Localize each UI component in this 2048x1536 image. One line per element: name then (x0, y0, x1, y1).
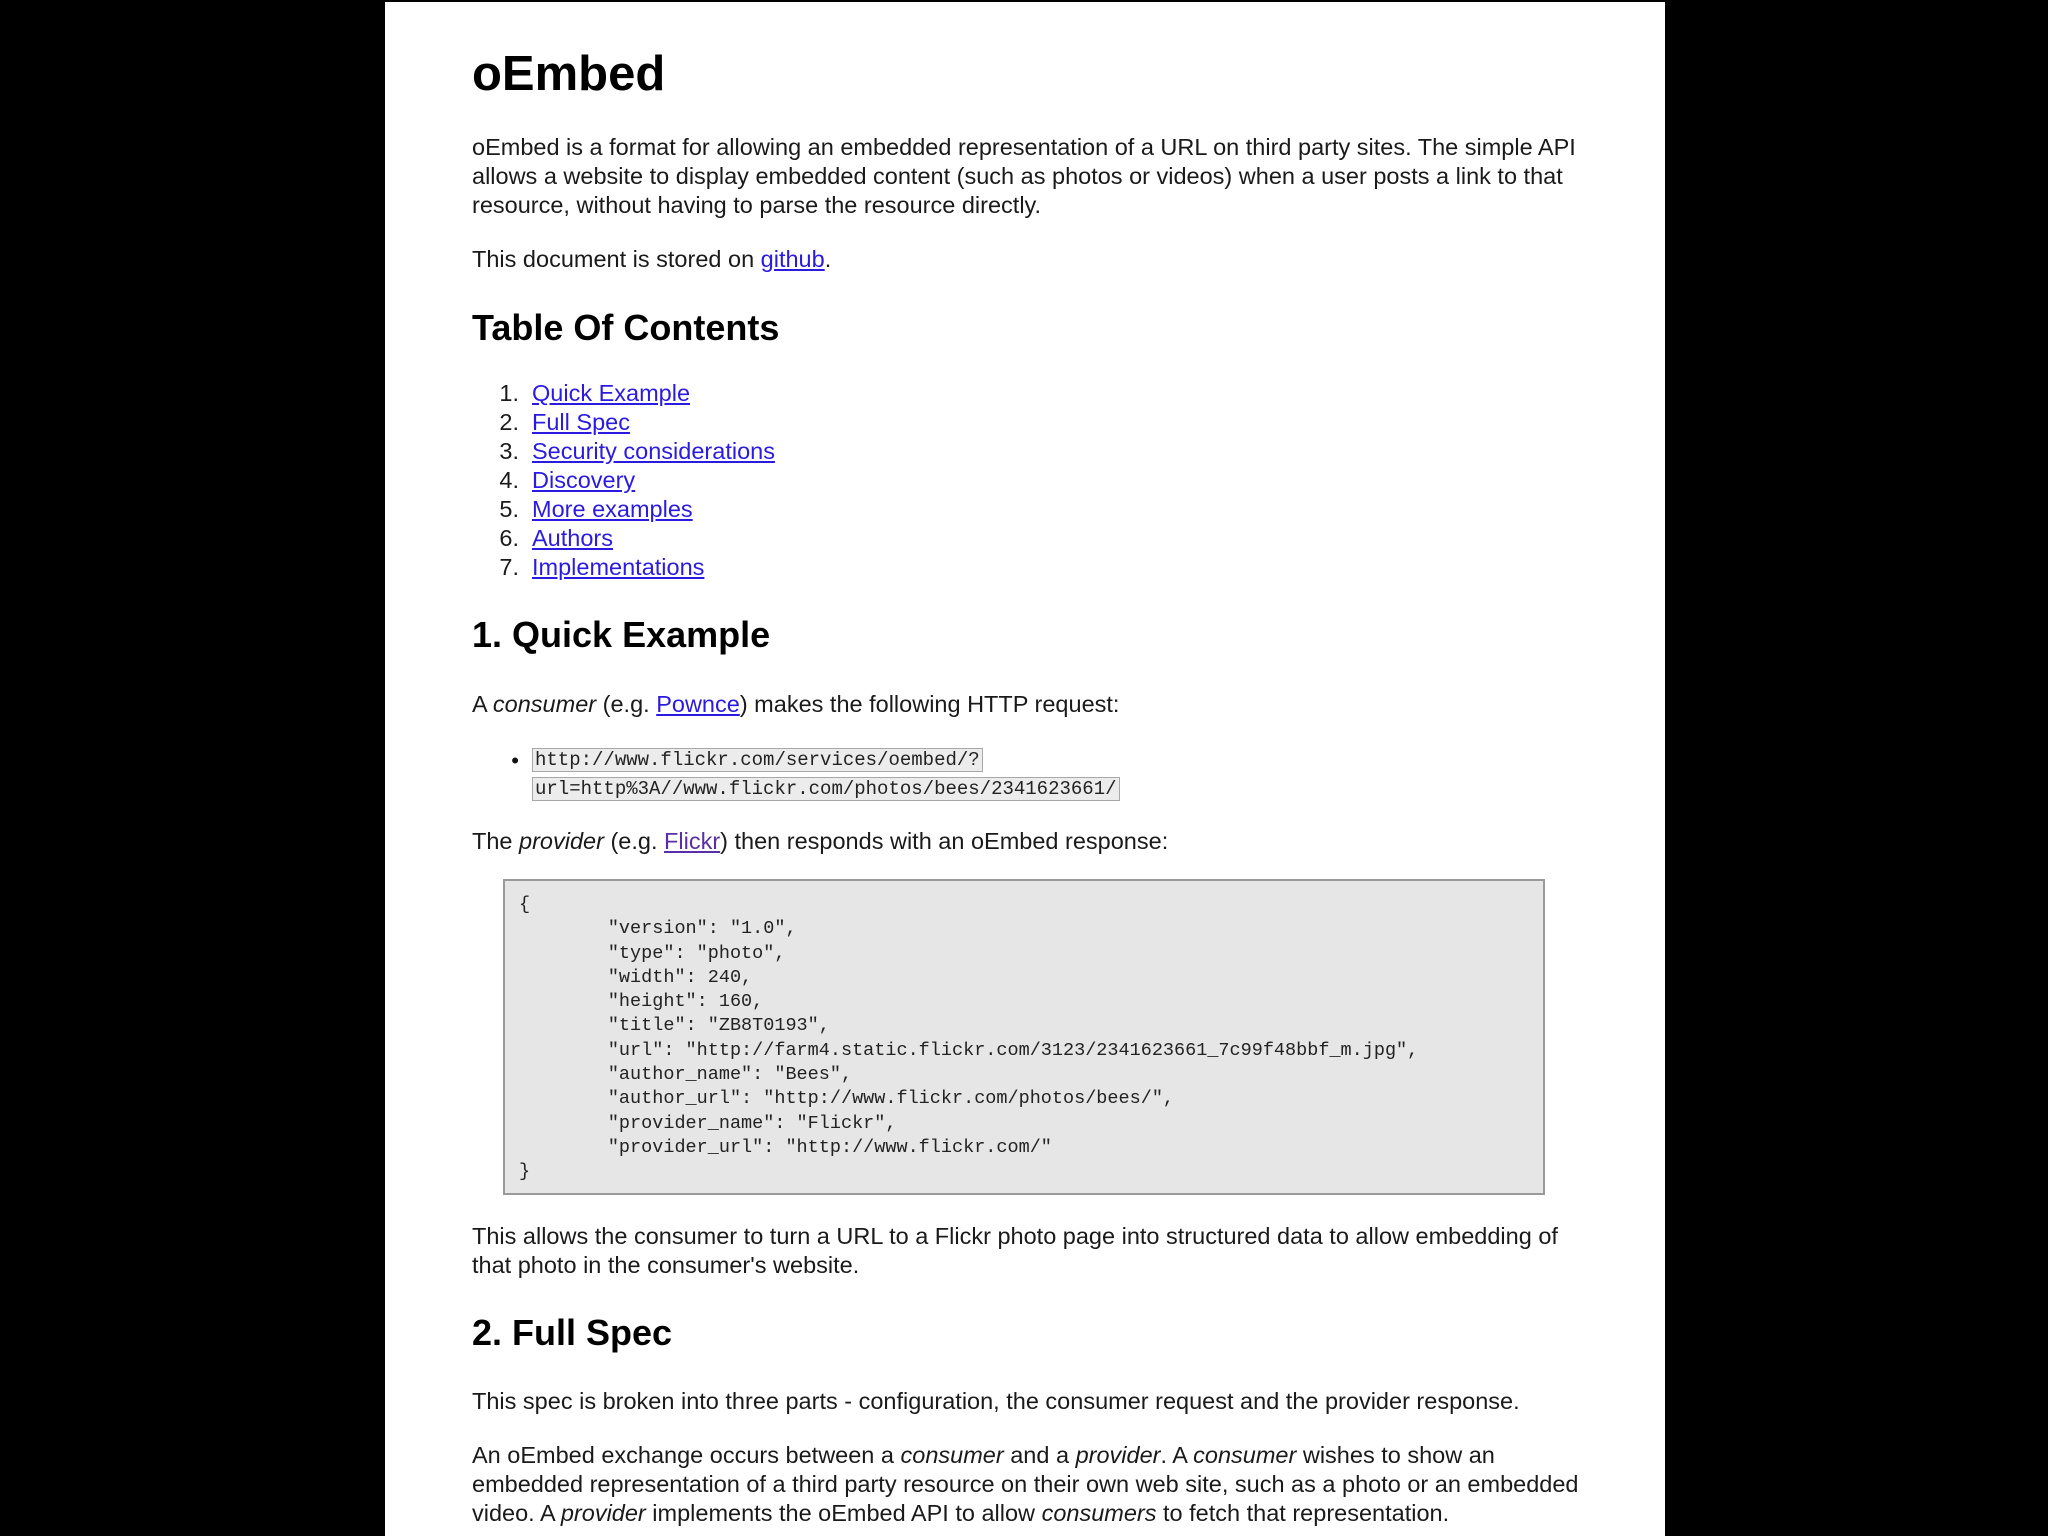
consumer-term: consumer (492, 691, 597, 717)
toc-item (472, 495, 775, 524)
toc-link-discovery[interactable]: Discovery (532, 467, 636, 493)
toc-link-quick-example[interactable]: Quick Example (532, 380, 691, 406)
toc-item (472, 379, 775, 408)
exchange-text: to fetch that representation. (1156, 1500, 1450, 1526)
consumer-paragraph (472, 690, 1582, 719)
request-list (472, 746, 1120, 804)
exchange-term: provider (560, 1500, 646, 1526)
list-item (472, 746, 1120, 804)
github-link[interactable]: github (760, 246, 825, 272)
page-title: oEmbed (472, 47, 666, 101)
exchange-text: . A (1160, 1442, 1194, 1468)
exchange-paragraph (472, 1441, 1582, 1528)
consumer-text-pre: (e.g. (596, 691, 657, 717)
toc-link-authors[interactable]: Authors (532, 525, 613, 551)
provider-text-a: The (472, 828, 520, 854)
request-url-line-2: url=http%3A//www.flickr.com/photos/bees/2341623661/ (532, 777, 1120, 801)
toc-list (472, 379, 775, 582)
consumer-text-a: A (472, 691, 493, 717)
response-code-block: { "version": "1.0", "type": "photo", "width": 240, "height": 160, "title": "ZB8T0193", "url": "http://farm4.static.flickr.com/3123/2341623661_7c99f48bbf_m.jpg", "author_name": "Bees", "author_url": "http://www.flickr.com/photos/bees/", "provider_name": "Flickr", "provider_url": "http://www.flickr.com/" } (503, 879, 1545, 1195)
exchange-term: consumers (1041, 1500, 1157, 1526)
parts-paragraph: This spec is broken into three parts - configuration, the consumer request and the provider response. (472, 1388, 1520, 1414)
toc-item-number: 7. (499, 554, 519, 580)
stored-prefix: This document is stored on (472, 246, 761, 272)
provider-text-post: ) then responds with an oEmbed response: (720, 828, 1169, 854)
consumer-text-post: ) makes the following HTTP request: (739, 691, 1120, 717)
toc-link-full-spec[interactable]: Full Spec (532, 409, 630, 435)
exchange-term: provider (1075, 1442, 1161, 1468)
full-spec-heading: 2. Full Spec (472, 1312, 673, 1353)
toc-link-security-considerations[interactable]: Security considerations (532, 438, 775, 464)
stored-suffix: . (824, 246, 832, 272)
toc-item (472, 437, 775, 466)
toc-item-number: 6. (499, 525, 519, 551)
flickr-link[interactable]: Flickr (664, 828, 721, 854)
toc-item-number: 2. (499, 409, 519, 435)
pownce-link[interactable]: Pownce (656, 691, 740, 717)
toc-item-number: 5. (499, 496, 519, 522)
exchange-term: consumer (1193, 1442, 1297, 1468)
document-page (385, 2, 1665, 1536)
toc-item (472, 553, 775, 582)
exchange-text: wishes to show an embedded representation of a third party resource on their own web site, such as a photo or an embedded video. A (472, 1442, 1579, 1526)
bullet: • (511, 748, 519, 773)
quick-example-heading: 1. Quick Example (472, 614, 771, 655)
request-url-line-1: http://www.flickr.com/services/oembed/? (532, 748, 983, 772)
provider-text-pre: (e.g. (603, 828, 665, 854)
toc-item-number: 4. (499, 467, 519, 493)
exchange-term: consumer (900, 1442, 1004, 1468)
toc-heading: Table Of Contents (472, 307, 780, 348)
toc-link-implementations[interactable]: Implementations (532, 554, 705, 580)
provider-paragraph (472, 827, 1582, 856)
exchange-text: implements the oEmbed API to allow (645, 1500, 1042, 1526)
toc-item (472, 466, 775, 495)
exchange-text: An oEmbed exchange occurs between a (472, 1442, 901, 1468)
intro-paragraph: oEmbed is a format for allowing an embedded representation of a URL on third party sites. The simple API allows a website to display embedded content (such as photos or videos) when a user posts a link to that resource, without having to parse the resource directly. (472, 134, 1576, 218)
stored-paragraph (472, 245, 1582, 274)
allows-paragraph: This allows the consumer to turn a URL to a Flickr photo page into structured data to allow embedding of that photo in the consumer's website. (472, 1223, 1558, 1278)
provider-term: provider (519, 828, 604, 854)
toc-item-number: 3. (499, 438, 519, 464)
toc-item (472, 408, 775, 437)
exchange-text: and a (1003, 1442, 1076, 1468)
toc-item-number: 1. (499, 380, 519, 406)
toc-link-more-examples[interactable]: More examples (532, 496, 693, 522)
request-url-code (532, 746, 1120, 804)
toc-item (472, 524, 775, 553)
